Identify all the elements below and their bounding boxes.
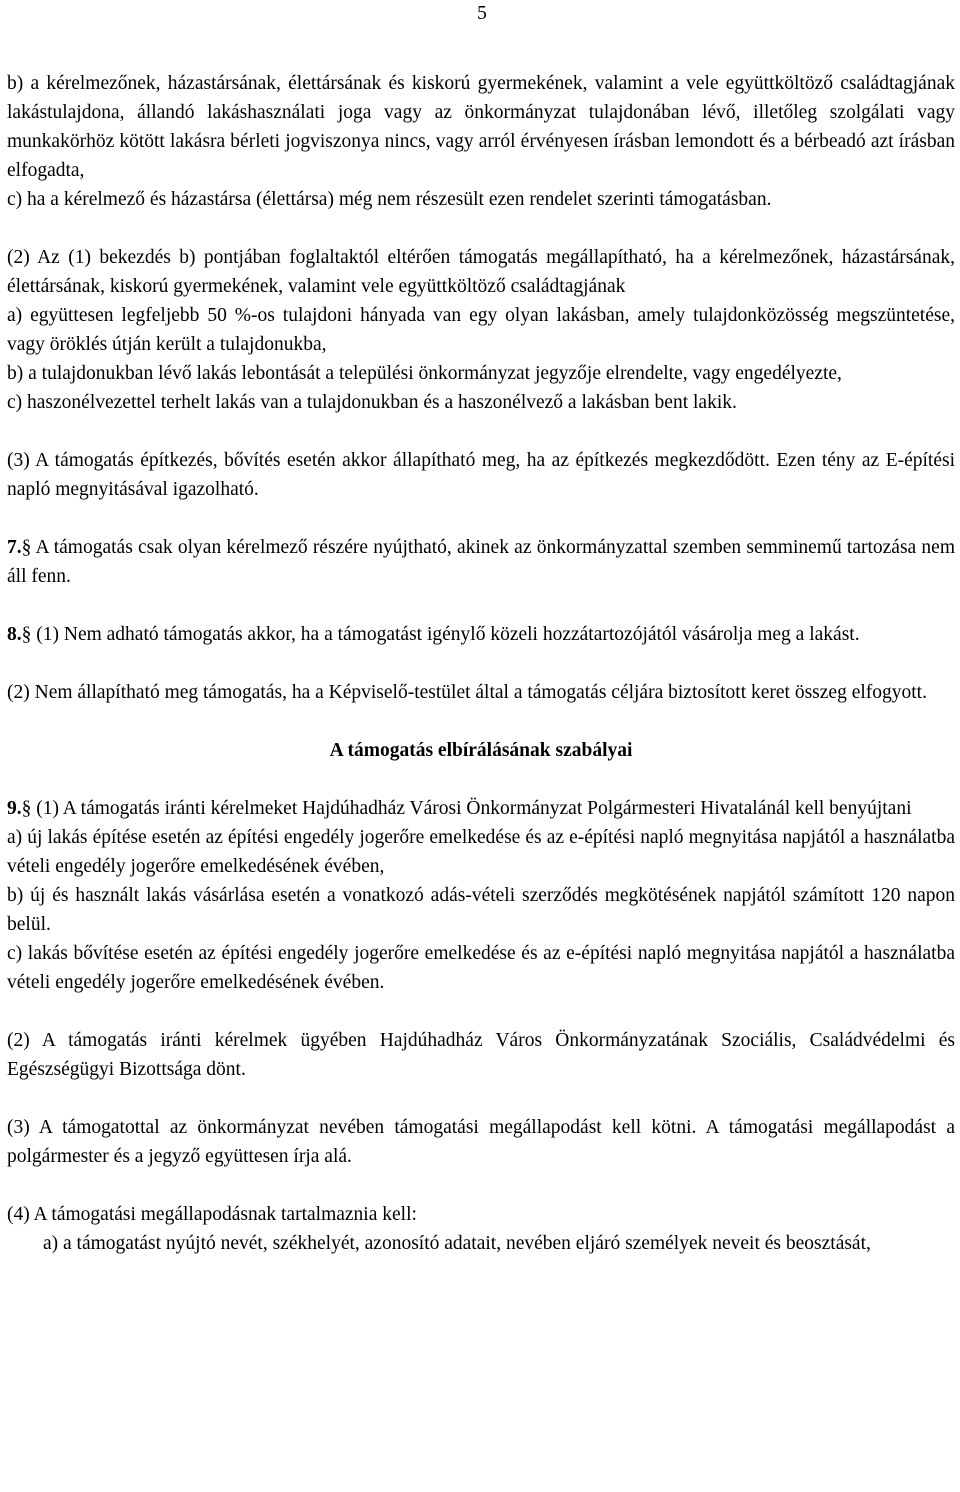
section-7 [7, 533, 955, 591]
paragraph-2-b: b) a tulajdonukban lévő lakás lebontását a települési önkormányzat jegyzője elrendelte, vagy engedélyezte, [7, 363, 842, 384]
section-9-symbol: § [21, 798, 32, 819]
section-8-symbol: § [21, 624, 32, 645]
section-9-item-a: a) új lakás építése esetén az építési engedély jogerőre emelkedése és az e-építési napló megnyitása napjától a használatba vételi engedély jogerőre emelkedésének évében, [7, 827, 955, 877]
section-7-symbol: § [21, 537, 32, 558]
section-9-paragraph-4-item-a: a) a támogatást nyújtó nevét, székhelyét, azonosító adatait, nevében eljáró személyek neveit és beosztását, [43, 1233, 871, 1254]
section-9-item-b: b) új és használt lakás vásárlása esetén a vonatkozó adás-vételi szerződés megkötésének napjától számított 120 napon belül. [7, 885, 955, 935]
section-9-paragraph-4: (4) A támogatási megállapodásnak tartalmaznia kell: [7, 1204, 417, 1225]
section-9-paragraph-1 [7, 794, 955, 823]
paragraph-2-a: a) együttesen legfeljebb 50 %-os tulajdoni hányada van egy olyan lakásban, amely tulajdonközösség megszüntetése, vagy öröklés útján került a tulajdonukba, [7, 305, 955, 355]
section-9-intro: (1) A támogatás iránti kérelmeket Hajdúhadház Városi Önkormányzat Polgármesteri Hivatalánál kell benyújtani [31, 798, 912, 819]
paragraph-2-intro: (2) Az (1) bekezdés b) pontjában foglaltaktól eltérően támogatás megállapítható, ha a kérelmezőnek, házastársának, élettársának, kiskorú gyermekének, valamint vele együttköltöző családtagjának [7, 247, 955, 297]
section-9-paragraph-3: (3) A támogatottal az önkormányzat nevében támogatási megállapodást kell kötni. A támogatási megállapodást a polgármester és a jegyző együttesen írja alá. [7, 1117, 955, 1167]
section-9-item-c: c) lakás bővítése esetén az építési engedély jogerőre emelkedése és az e-építési napló megnyitása napjától a használatba vételi engedély jogerőre emelkedésének évében. [7, 943, 955, 993]
paragraph-1-b: b) a kérelmezőnek, házastársának, élettársának és kiskorú gyermekének, valamint a vele együttköltöző családtagjának lakástulajdona, állandó lakáshasználati joga vagy az önkormányzat tulajdonában lévő, illetőleg szolgálati vagy munkakörhöz kötött lakásra bérleti jogviszonya nincs, vagy arról érvényesen írásban lemondott és a bérbeadó azt írásban elfogadta, [7, 73, 955, 181]
paragraph-1-c: c) ha a kérelmező és házastársa (élettársa) még nem részesült ezen rendelet szerinti támogatásban. [7, 189, 772, 210]
section-9-paragraph-2: (2) A támogatás iránti kérelmek ügyében Hajdúhadház Város Önkormányzatának Szociális, Családvédelmi és Egészségügyi Bizottsága dönt. [7, 1030, 955, 1080]
paragraph-2-c: c) haszonélvezettel terhelt lakás van a tulajdonukban és a haszonélvező a lakásban bent lakik. [7, 392, 737, 413]
paragraph-3: (3) A támogatás építkezés, bővítés esetén akkor állapítható meg, ha az építkezés megkezdődött. Ezen tény az E-építési napló megnyitásával igazolható. [7, 450, 955, 500]
section-8-number: 8. [7, 624, 22, 645]
section-9-number: 9. [7, 798, 22, 819]
section-8-paragraph-2: (2) Nem állapítható meg támogatás, ha a Képviselő-testület által a támogatás céljára biztosított keret összeg elfogyott. [7, 682, 927, 703]
page-number: 5 [477, 3, 487, 24]
section-8-text: (1) Nem adható támogatás akkor, ha a támogatást igénylő közeli hozzátartozójától vásárolja meg a lakást. [31, 624, 860, 645]
section-7-text: A támogatás csak olyan kérelmező részére nyújtható, akinek az önkormányzattal szemben semminemű tartozása nem áll fenn. [7, 537, 955, 587]
section-7-number: 7. [7, 537, 22, 558]
section-8-paragraph-1 [7, 620, 955, 649]
document-body [7, 69, 955, 1258]
section-heading: A támogatás elbírálásának szabályai [329, 740, 633, 761]
